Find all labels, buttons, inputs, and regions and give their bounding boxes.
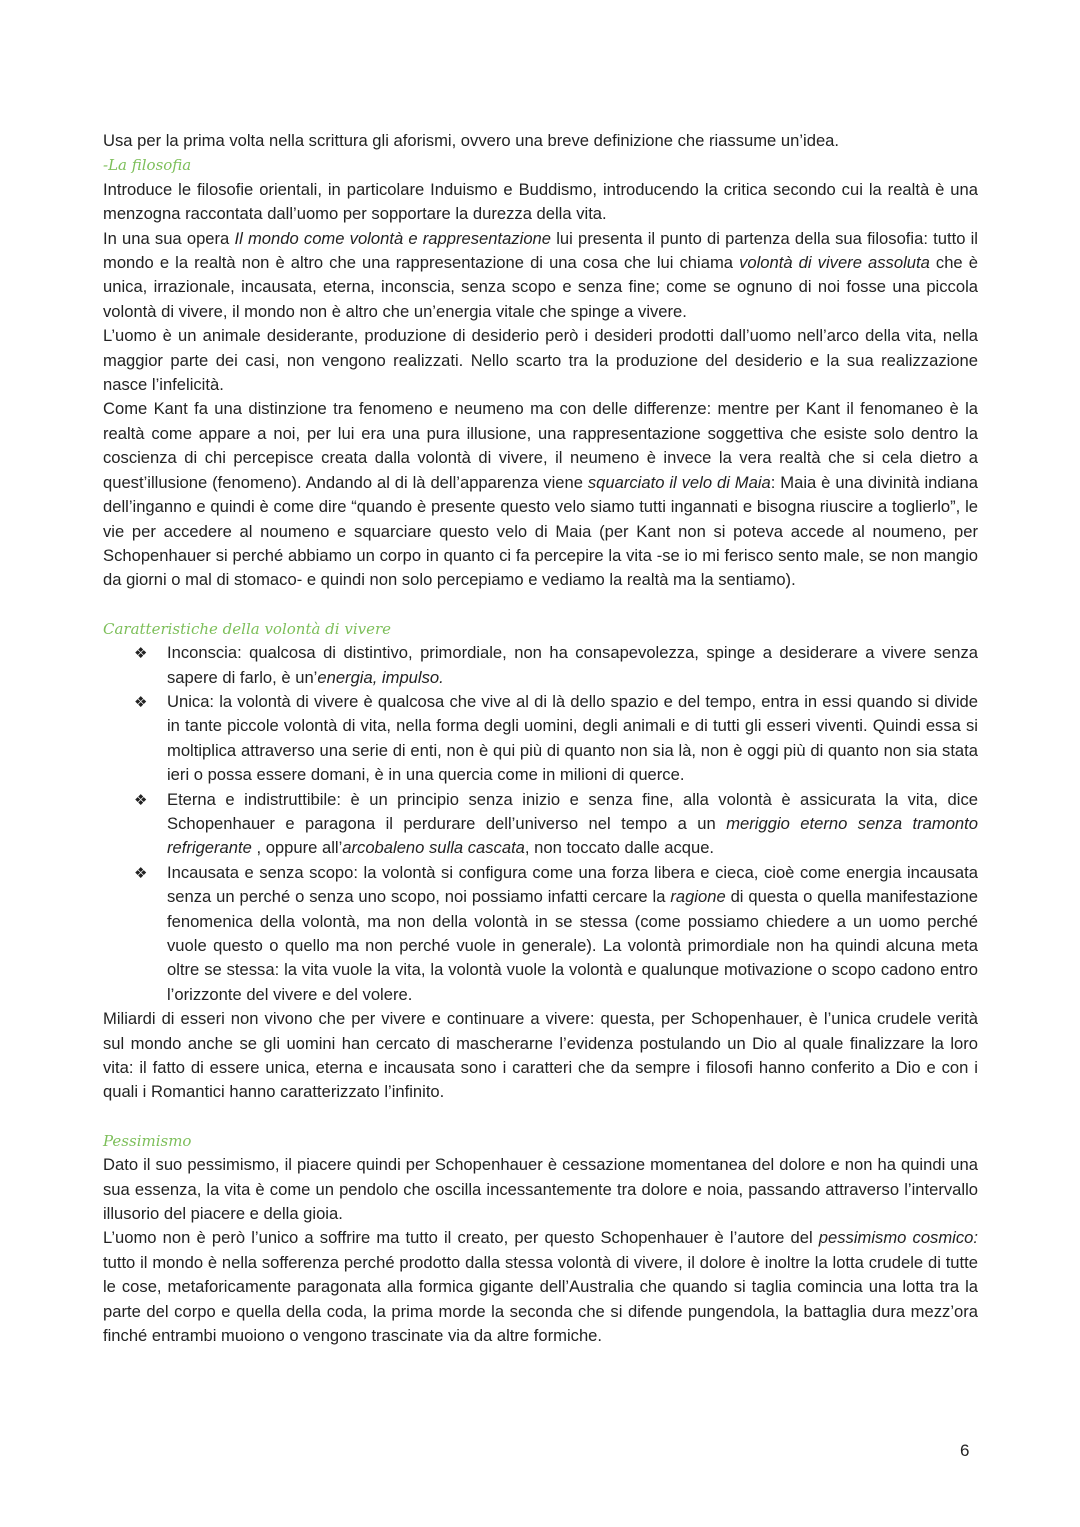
key-term: energia, impulso.: [317, 667, 444, 687]
text-run: In una sua opera: [103, 228, 235, 248]
heading-filosofia: -La filosofia: [103, 156, 192, 175]
text-run: Eterna e indistruttibile: è un principio senza inizio e senza fine, alla volontà è assicurata la vita, dice Schopenhauer e paragona il perdurare dell’universo nel tempo a un: [167, 789, 978, 833]
text-run: tutto il mondo è nella sofferenza perché prodotto dalla stessa volontà di vivere, il dolore è inoltre la lotta crudele di tutte le cose, metaforicamente paragonata alla formica gigante dell’Australia che quando si taglia comincia una lotta tra la parte del corpo e quella della coda, la prima morde la seconda che si difende pungendola, la battaglia dura mezz’ora finché entrambi muoiono o vengono trascinate via da altre formiche.: [103, 1252, 978, 1346]
filosofia-paragraph-4: [103, 397, 978, 592]
text-run: , non toccato dalle acque.: [524, 838, 715, 858]
work-title: Il mondo come volontà e rappresentazione: [234, 228, 551, 248]
spacer: [103, 1105, 978, 1129]
key-term: pessimismo cosmico:: [818, 1228, 978, 1248]
diamond-bullet-icon: ❖: [134, 692, 148, 711]
text-run: Unica: la volontà di vivere è qualcosa che vive al di là dello spazio e del tempo, entra in essi quando si divide in tante piccole volontà di vita, nella forma degli uomini, degli animali e di tutti gli esseri viventi. Quindi essa si moltiplica attraverso una serie di enti, non è qui più di quanto non sia là, non è oggi più di quanto non sia stata ieri o possa essere domani, è in una quercia come in milioni di querce.: [167, 691, 978, 785]
key-term: squarciato il velo di Maia: [587, 472, 771, 492]
text-run: di questa o quella manifestazione fenomenica della volontà, ma non della volontà in se stessa (come possiamo chiedere a un uomo perché vuole questo o quello ma non perché vuole in generale). La volontà primordiale non ha quindi alcuna meta oltre se stessa: la vita vuole la vita, la volontà vuole la volontà e qualunque motivazione o scopo cadono entro l’orizzonte del vivere e del volere.: [167, 887, 979, 1004]
text-run: : Maia è una divinità indiana dell’inganno e quindi è come dire “quando è presente questo velo siamo tutti ingannati e bisogna riuscire a toglierlo”, le vie per accedere al noumeno e squarciare questo velo di Maia (per Kant non si poteva accede al noumeno, per Schopenhauer si perché abbiamo un corpo in quanto ci fa percepire la vita -se io mi ferisco sento male, se non mangio da giorni o mal di stomaco- e quindi non solo percepiamo e vediamo la realtà ma la sentiamo).: [103, 472, 978, 590]
filosofia-paragraph-1: Introduce le filosofie orientali, in particolare Induismo e Buddismo, introducendo la critica secondo cui la realtà è una menzogna raccontata dall’uomo per sopportare la durezza della vita.: [103, 179, 978, 224]
heading-pessimismo: Pessimismo: [103, 1131, 192, 1150]
list-item: [134, 861, 979, 1007]
spacer: [103, 593, 978, 617]
diamond-bullet-icon: ❖: [134, 863, 148, 882]
list-item: [134, 641, 978, 690]
key-term: ragione: [670, 887, 726, 907]
key-term: volontà di vivere assoluta: [739, 253, 930, 273]
key-term: arcobaleno sulla cascata: [342, 838, 525, 858]
page-number: 6: [960, 1441, 970, 1460]
caratteristiche-closing-paragraph: Miliardi di esseri non vivono che per vivere e continuare a vivere: questa, per Schopenhauer, è l’unica crudele verità sul mondo anche se gli uomini han cercato di mascherarne l’evidenza postulando un Dio al quale finalizzare la loro vita: il fatto di essere unica, eterna e incausata sono i caratteri che da sempre i filosofi hanno conferito a Dio e con i quali i Romantici hanno caratterizzato l’infinito.: [103, 1009, 978, 1102]
document-body: [103, 129, 978, 1349]
heading-caratteristiche: Caratteristiche della volontà di vivere: [103, 619, 392, 638]
characteristics-list: [103, 641, 978, 1007]
filosofia-paragraph-2: [103, 227, 978, 325]
text-run: lui presenta il punto di partenza della sua filosofia: tutto il mondo e la realtà non è altro che una rappresentazione di una cosa che lui chiama: [103, 228, 978, 273]
text-run: che è unica, irrazionale, incausata, eterna, inconscia, senza scopo e senza fine; come se ognuno di noi fosse una piccola volontà di vivere, il mondo non è altro che un’energia vitale che spinge a vivere.: [103, 253, 978, 321]
text-run: Inconscia: qualcosa di distintivo, primordiale, non ha consapevolezza, spinge a desiderare a vivere senza sapere di farlo, è un’: [167, 643, 978, 687]
text-run: , oppure all’: [251, 838, 343, 858]
list-item: [134, 788, 978, 861]
text-run: Come Kant fa una distinzione tra fenomeno e neumeno ma con delle differenze: mentre per Kant il fenomaneo è la realtà come appare a noi, per lui era una pura illusione, una rappresentazione soggettiva che esiste solo dentro la coscienza di chi percepisce creata dalla volontà di vivere, il neumeno è invece la vera realtà che si cela dietro a quest’illusione (fenomeno). Andando al di là dell’apparenza viene: [103, 399, 978, 492]
intro-paragraph: Usa per la prima volta nella scrittura gli aforismi, ovvero una breve definizione che riassume un’idea.: [103, 131, 840, 150]
text-run: L’uomo non è però l’unico a soffrire ma tutto il creato, per questo Schopenhauer è l’autore del: [103, 1228, 819, 1248]
pessimismo-paragraph-1: Dato il suo pessimismo, il piacere quindi per Schopenhauer è cessazione momentanea del dolore e non ha quindi una sua essenza, la vita è come un pendolo che oscilla incessantemente tra dolore e noia, passando attraverso l’intervallo illusorio del piacere e della gioia.: [103, 1155, 978, 1224]
diamond-bullet-icon: ❖: [134, 644, 148, 663]
filosofia-paragraph-3: L’uomo è un animale desiderante, produzione di desiderio però i desideri prodotti dall’uomo nell’arco della vita, nella maggior parte dei casi, non vengono realizzati. Nello scarto tra la produzione del desiderio e la sua realizzazione nasce l’infelicità.: [103, 326, 978, 395]
pessimismo-paragraph-2: [103, 1226, 978, 1348]
key-term: meriggio eterno senza tramonto refrigerante: [167, 813, 978, 858]
diamond-bullet-icon: ❖: [134, 790, 148, 809]
list-item: [134, 690, 978, 788]
text-run: Incausata e senza scopo: la volontà si configura come una forza libera e cieca, cioè come energia incausata senza un perché o senza uno scopo, noi possiamo infatti cercare la: [167, 862, 978, 907]
